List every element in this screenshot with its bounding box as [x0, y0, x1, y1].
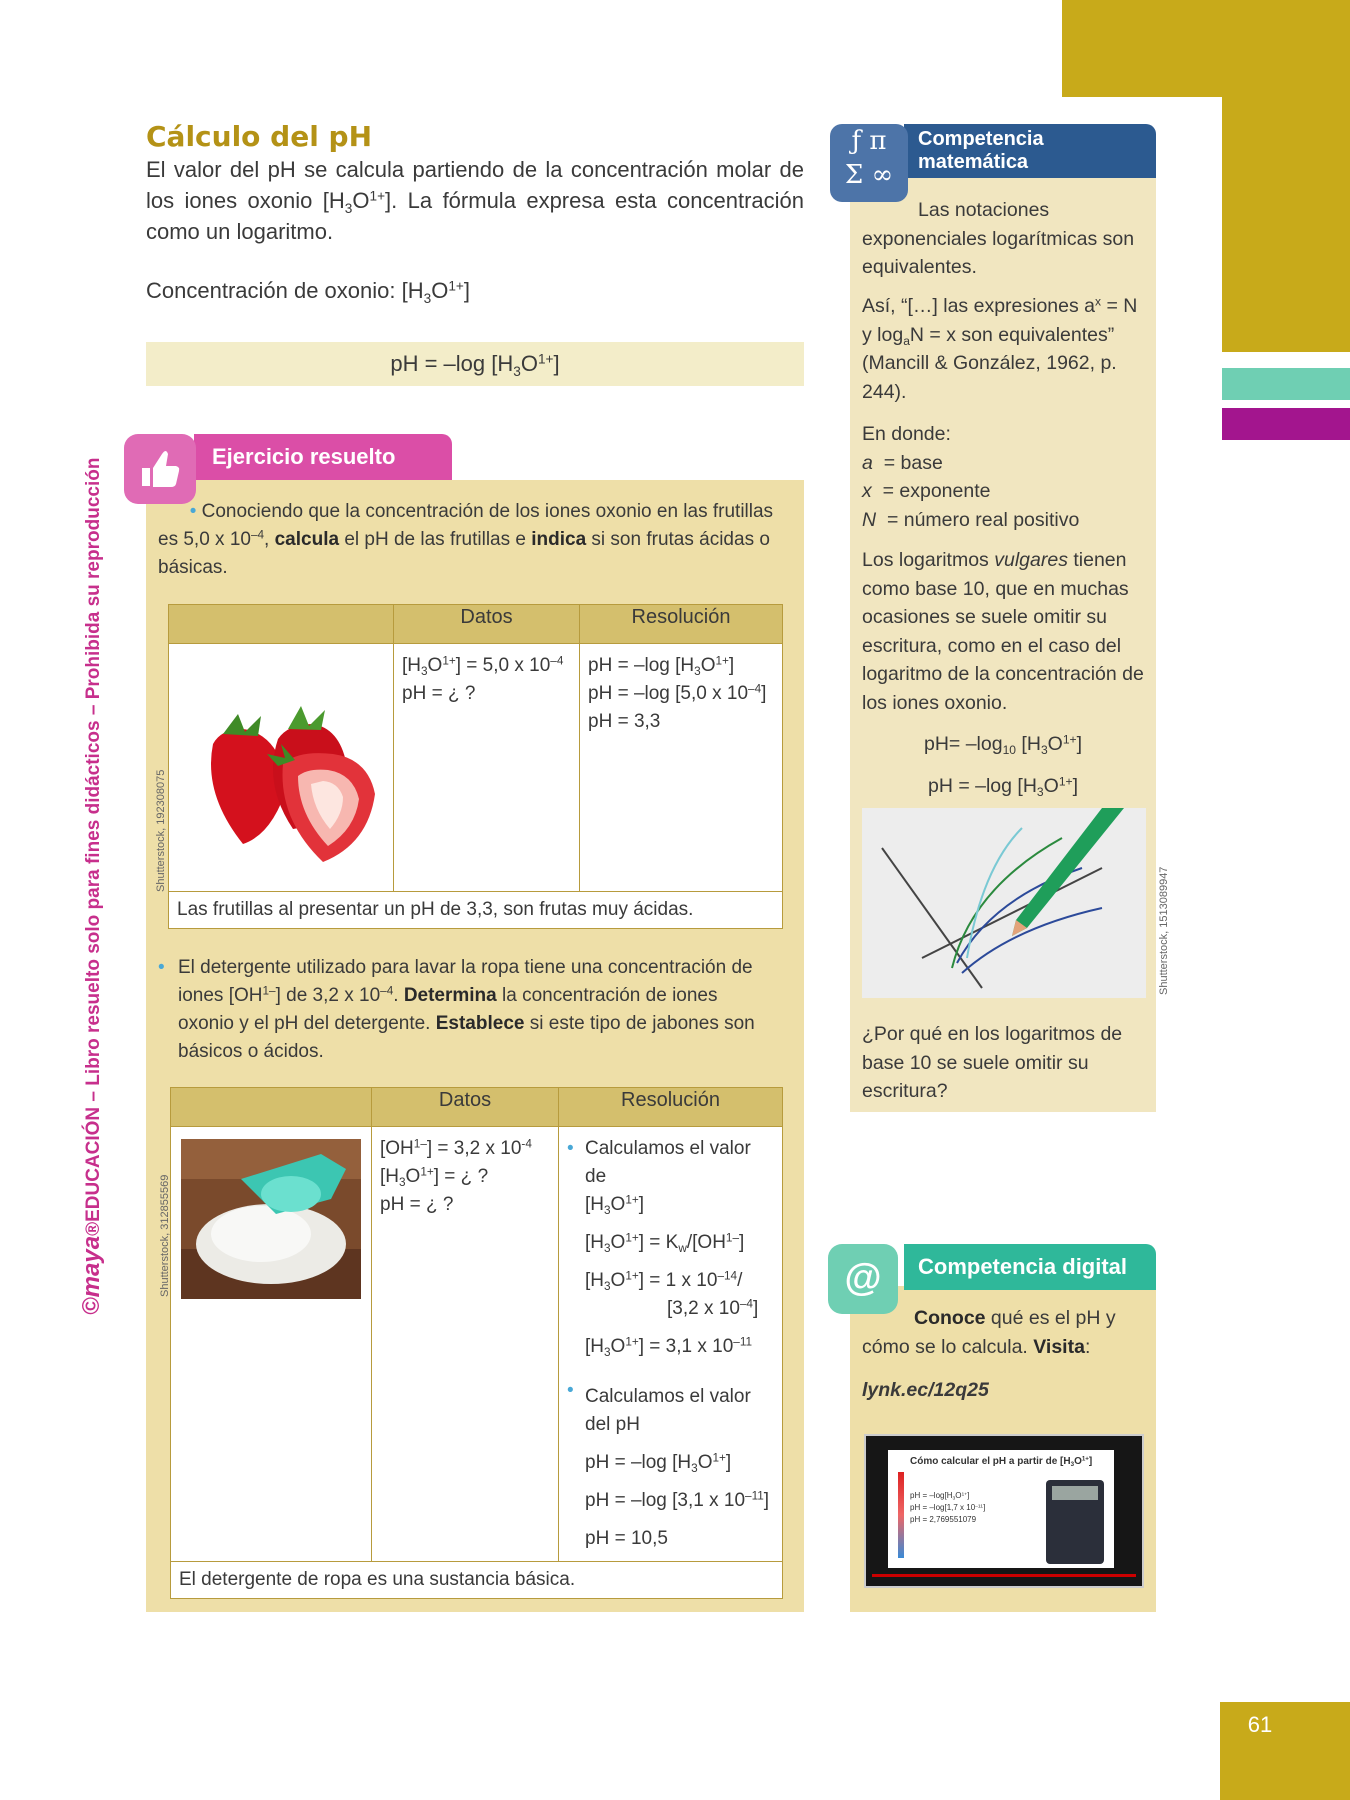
- page-number: 61: [1247, 1712, 1273, 1737]
- pencil-graph-image: [862, 808, 1146, 998]
- top-decor-bar: [1062, 0, 1350, 97]
- table2-datos-line-1: $[OH^{1-}] = 3,2$ x $10^{-4}$: [380, 1137, 532, 1159]
- table2-res-kw: $[H_3O^{1+}] = K_w/[OH^{1-}]$: [585, 1231, 745, 1256]
- table2-res-calc2: Calculamos el valor del pH: [585, 1386, 751, 1435]
- table2-image-credit: Shutterstock, 312855569: [159, 1174, 171, 1297]
- video-line-3: pH = 2,769551079: [910, 1515, 977, 1524]
- exercise-header: Ejercicio resuelto: [194, 434, 452, 480]
- definition-a: a = base: [862, 451, 943, 474]
- table2-resolucion-header: Resolución: [559, 1088, 783, 1127]
- table1-resolucion-cell: [580, 644, 783, 892]
- table2-datos-line-2: $[H_3O^{1+}]$ = ¿ ?: [380, 1165, 489, 1190]
- right-decor-bar: [1222, 97, 1350, 352]
- table1-datos-line-1: $[H_3O^{1+}] = 5,0$ x $10^{-4}$: [402, 654, 564, 679]
- table2-res-ph1: pH = –log $[H_3O^{1+}]$: [585, 1451, 732, 1476]
- math-paragraph-3: Los logaritmos vulgares tienen como base 10, que en muchas ocasiones se suele omitir su escritura, como en el caso del logaritmo de la concentración de los iones oxonio.: [862, 549, 1144, 714]
- exercise-1-table: [155, 604, 783, 929]
- strawberry-image-cell: [155, 644, 394, 892]
- definition-x: x = exponente: [862, 480, 991, 502]
- strawberry-image: [183, 684, 383, 874]
- math-symbols-icon: ƒ π Σ ∞: [830, 124, 908, 202]
- table1-datos-cell: [394, 644, 580, 892]
- table2-resolucion-cell: • Calculamos el valor de $[H_3O^{1+}]$ $[H_3O^{1+}] = K_w/[OH^{1-}]$ $[H_3O^{1+}] = 1$ x $10^{-14}/$ [3,2 x $10^{-4}$] $[H_3O^{1+}] = 3,1$ x $10^{-11}$ • Calculamos el valor del pH pH = –log $[H_3O^{1+}]$ pH = –log [3,1 x $10^{-11}$] pH = 10,5: [559, 1127, 783, 1562]
- thumbs-up-icon: [124, 434, 196, 504]
- at-sign-icon: @: [828, 1244, 898, 1314]
- math-competence-header: Competencia matemática: [904, 124, 1156, 178]
- teal-tab: [1222, 368, 1350, 400]
- brand-logo: ©maya: [78, 1235, 105, 1315]
- table2-res-value: $[H_3O^{1+}] = 3,1$ x $10^{-11}$: [585, 1335, 753, 1360]
- concentration-label: Concentración de oxonio: $[H_3O^{1+}]$: [146, 278, 470, 306]
- video-thumbnail[interactable]: [864, 1434, 1144, 1588]
- table2-datos-line-3: pH = ¿ ?: [380, 1194, 454, 1215]
- definition-n: N = número real positivo: [862, 508, 1080, 531]
- video-line-1: pH = $-\log[H_3O^{1+}]$: [910, 1491, 970, 1502]
- exercise-2-table: [159, 1087, 783, 1599]
- video-formulas: [910, 1490, 985, 1526]
- table1-res-line-3: pH = 3,3: [588, 711, 661, 732]
- digital-text: Conoce qué es el pH y cómo se lo calcula. Visita:: [862, 1307, 1116, 1358]
- math-question: ¿Por qué en los logaritmos de base 10 se suele omitir su escritura?: [862, 1023, 1123, 1102]
- ph-formula: pH = –log $[H_3O^{1+}]$: [146, 342, 804, 386]
- calculator-image: [1046, 1480, 1104, 1564]
- video-title: Cómo calcular el pH a partir de $[H_3O^{1+}]$: [910, 1455, 1093, 1469]
- digital-link[interactable]: lynk.ec/12q25: [862, 1379, 989, 1401]
- math-paragraph-2: Así, “[…] las expresiones $a^x = N$ y $\log_aN = x$ son equivalentes” (Mancill & González, 1962, p. 244).: [862, 294, 1138, 403]
- video-slide: [888, 1450, 1114, 1568]
- magenta-tab: [1222, 408, 1350, 440]
- intro-paragraph: El valor del pH se calcula partiendo de la concentración molar de los iones oxonio $[H_3O^{1+}]$. La fórmula expresa esta concentración como un logaritmo.: [146, 157, 804, 244]
- math-formula-2: pH = –log $[H_3O^{1+}]$: [927, 774, 1079, 800]
- copyright-text: ®EDUCACIÓN – Libro resuelto solo para fines didácticos – Prohibida su reproducción: [83, 457, 104, 1236]
- math-definitions: [862, 420, 1144, 534]
- detergent-image: [181, 1139, 361, 1299]
- video-line-2: pH = –log[1,7 x $10^{-11}$]: [910, 1503, 986, 1512]
- copyright-sidebar: [78, 458, 106, 1315]
- table2-res-calc1: Calculamos el valor de: [585, 1138, 751, 1187]
- table1-image-credit: Shutterstock, 192308075: [155, 769, 167, 892]
- table1-image-header: [169, 605, 394, 644]
- section-title: Cálculo del pH: [146, 120, 373, 153]
- table2-datos-header: Datos: [372, 1088, 559, 1127]
- video-progress-bar[interactable]: [872, 1574, 1136, 1577]
- table2-image-header: [171, 1088, 372, 1127]
- table2-datos-cell: [372, 1127, 559, 1562]
- math-paragraph-1: Las notaciones exponenciales logarítmicas son equivalentes.: [862, 199, 1135, 278]
- table2-res-div-den: [3,2 x $10^{-4}$]: [667, 1297, 759, 1319]
- exercise-2-statement: • El detergente utilizado para lavar la ropa tiene una concentración de iones $[OH^{1-}]$ de 3,2 x $10^{-4}$. Determina la concentración de iones oxonio y el pH del detergente. Establece si este tipo de jabones son básicos o ácidos.: [158, 957, 755, 1062]
- ph-scale-bar: [898, 1472, 904, 1558]
- table1-res-line-1: pH = –log $[H_3O^{1+}]$: [588, 654, 735, 679]
- digital-competence-header: Competencia digital: [904, 1244, 1156, 1290]
- detergent-image-cell: [159, 1127, 372, 1562]
- table1-conclusion: Las frutillas al presentar un pH de 3,3, son frutas muy ácidas.: [169, 892, 783, 929]
- table1-resolucion-header: Resolución: [580, 605, 783, 644]
- table2-res-ph2: pH = –log [3,1 x $10^{-11}$]: [585, 1489, 770, 1511]
- exercise-1-statement: • Conociendo que la concentración de los iones oxonio en las frutillas es 5,0 x $10^{-4}$, calcula el pH de las frutillas e indica si son frutas ácidas o básicas.: [158, 501, 774, 578]
- pencil-image-credit: Shutterstock, 1513089947: [1158, 866, 1170, 995]
- table1-datos-header: Datos: [394, 605, 580, 644]
- definitions-label: En donde:: [862, 423, 951, 445]
- table1-datos-line-2: pH = ¿ ?: [402, 683, 476, 704]
- math-formula-1: $pH= -\log_{10}$ $[H_3O^{1+}]$: [923, 732, 1083, 758]
- table2-res-h3o: $[H_3O^{1+}]$: [585, 1193, 645, 1218]
- table1-res-line-2: pH = –log [5,0 x $10^{-4}$]: [588, 682, 767, 704]
- table2-res-ph3: pH = 10,5: [585, 1528, 668, 1549]
- table2-res-div: $[H_3O^{1+}] = 1$ x $10^{-14}/$: [585, 1269, 743, 1294]
- table2-conclusion: El detergente de ropa es una sustancia básica.: [171, 1562, 783, 1599]
